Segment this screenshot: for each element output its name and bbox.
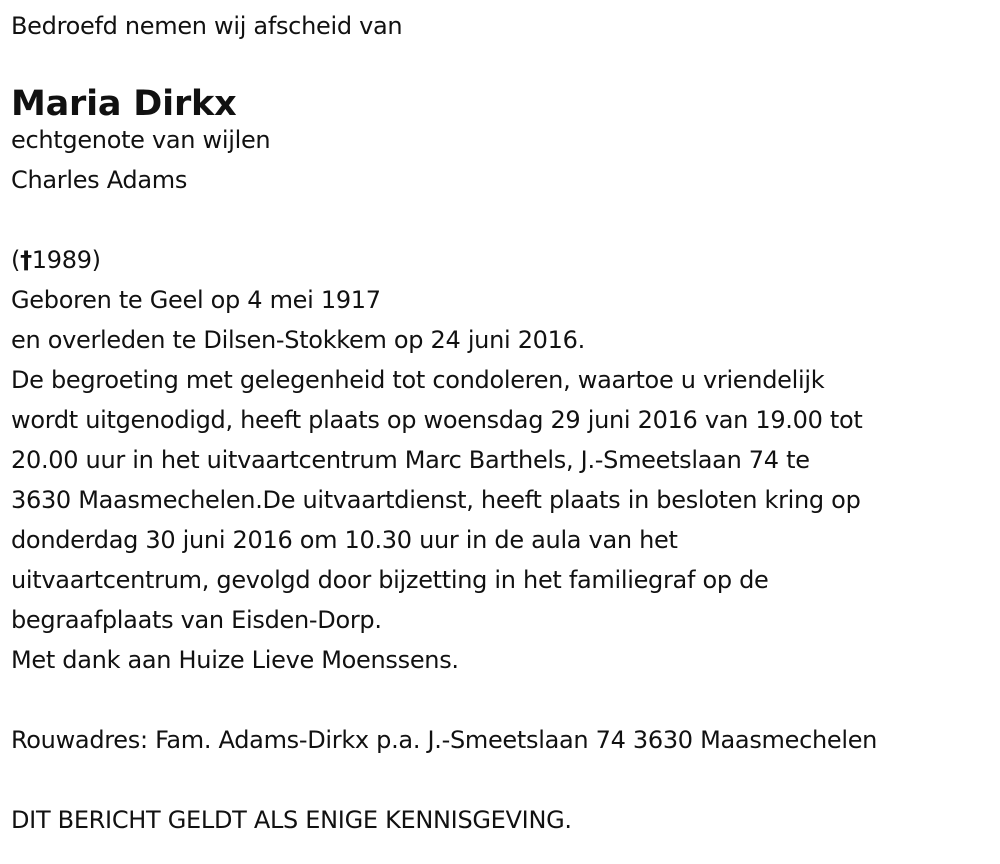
intro-text: Bedroefd nemen wij afscheid van — [11, 12, 403, 40]
spouse-death-year — [11, 240, 996, 280]
spacer — [11, 200, 996, 240]
body-line: uitvaartcentrum, gevolgd door bijzetting in het familiegraf op de — [11, 566, 769, 594]
body-line: Geboren te Geel op 4 mei 1917 — [11, 286, 381, 314]
open-paren: ( — [11, 246, 21, 274]
body-line: 3630 Maasmechelen.De uitvaartdienst, heeft plaats in besloten kring op — [11, 486, 861, 514]
spacer — [11, 680, 996, 720]
body-line: De begroeting met gelegenheid tot condoleren, waartoe u vriendelijk — [11, 366, 825, 394]
spacer — [11, 760, 996, 800]
body-line: wordt uitgenodigd, heeft plaats op woensdag 29 juni 2016 van 19.00 tot — [11, 406, 863, 434]
relation-text: echtgenote van wijlen — [11, 126, 271, 154]
cross-icon: † — [20, 246, 32, 274]
death-notice — [11, 6, 996, 840]
deceased-name: Maria Dirkx — [11, 84, 237, 124]
spouse-name: Charles Adams — [11, 166, 188, 194]
body-line: donderdag 30 juni 2016 om 10.30 uur in de aula van het — [11, 526, 678, 554]
death-year: 1989) — [31, 246, 101, 274]
body-line: 20.00 uur in het uitvaartcentrum Marc Barthels, J.-Smeetslaan 74 te — [11, 446, 810, 474]
body-line: Met dank aan Huize Lieve Moenssens. — [11, 646, 459, 674]
address-line: Rouwadres: Fam. Adams-Dirkx p.a. J.-Smeetslaan 74 3630 Maasmechelen — [11, 726, 878, 754]
body-line: en overleden te Dilsen-Stokkem op 24 juni 2016. — [11, 326, 585, 354]
body-line: begraafplaats van Eisden-Dorp. — [11, 606, 382, 634]
closing-text: DIT BERICHT GELDT ALS ENIGE KENNISGEVING. — [11, 806, 572, 834]
